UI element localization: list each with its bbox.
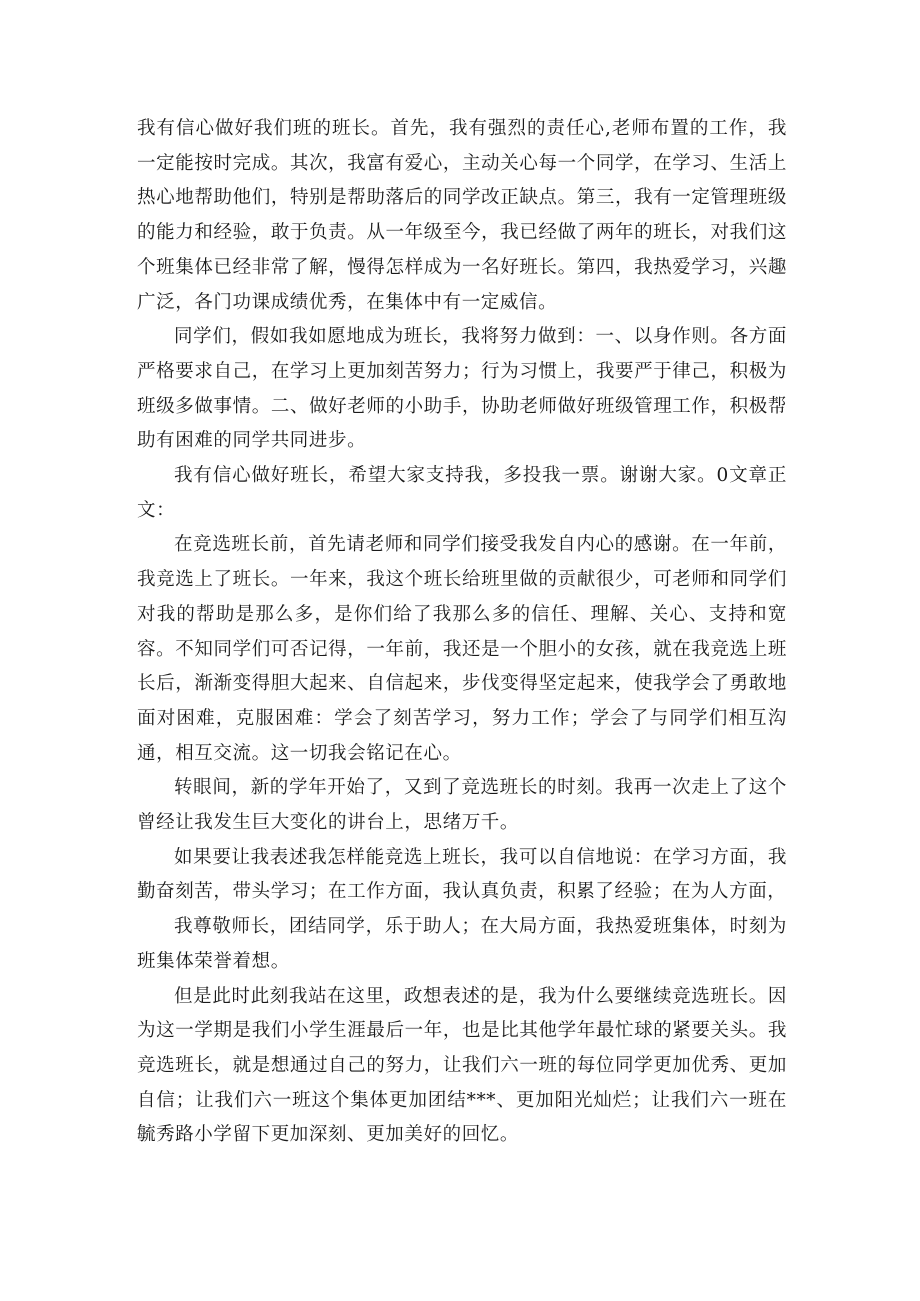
paragraph-4: 在竞选班长前，首先请老师和同学们接受我发自内心的感谢。在一年前，我竞选上了班长。一年来，我这个班长给班里做的贡献很少，可老师和同学们对我的帮助是那么多，是你们给了我那么多的信任、理解、关心、支持和宽容。不知同学们可否记得，一年前，我还是一个胆小的女孩，就在我竞选上班长后，渐渐变得胆大起来、自信起来，步伐变得坚定起来，使我学会了勇敢地面对困难，克服困难：学会了刻苦学习，努力工作；学会了与同学们相互沟通，相互交流。这一切我会铭记在心。 [137,534,787,764]
document-body [137,112,787,1153]
paragraph-2: 同学们，假如我如愿地成为班长，我将努力做到：一、以身作则。各方面严格要求自己，在学习上更加刻苦努力；行为习惯上，我要严于律己，积极为班级多做事情。二、做好老师的小助手，协助老师做好班级管理工作，积极帮助有困难的同学共同进步。 [137,326,787,452]
paragraph-1: 我有信心做好我们班的班长。首先，我有强烈的责任心,老师布置的工作，我一定能按时完成。其次，我富有爱心，主动关心每一个同学，在学习、生活上热心地帮助他们，特别是帮助落后的同学改正缺点。第三，我有一定管理班级的能力和经验，敢于负责。从一年级至今，我已经做了两年的班长，对我们这个班集体已经非常了解，慢得怎样成为一名好班长。第四，我热爱学习，兴趣广泛，各门功课成绩优秀，在集体中有一定威信。 [137,118,787,313]
paragraph-8: 但是此时此刻我站在这里，政想表述的是，我为什么要继续竞选班长。因为这一学期是我们小学生涯最后一年，也是比其他学年最忙球的紧要关头。我竞选班长，就是想通过自己的努力，让我们六一班的每位同学更加优秀、更加自信；让我们六一班这个集体更加团结***、更加阳光灿烂；让我们六一班在毓秀路小学留下更加深刻、更加美好的回忆。 [137,985,787,1146]
paragraph-5: 转眼间，新的学年开始了，又到了竞选班长的时刻。我再一次走上了这个曾经让我发生巨大变化的讲台上，思绪万千。 [137,777,787,834]
paragraph-7: 我尊敬师长，团结同学，乐于助人；在大局方面，我热爱班集体，时刻为班集体荣誉着想。 [137,916,787,972]
paragraph-6: 如果要让我表述我怎样能竞选上班长，我可以自信地说：在学习方面，我勤奋刻苦，带头学习；在工作方面，我认真负责，积累了经验；在为人方面， [137,846,787,903]
paragraph-3: 我有信心做好班长，希望大家支持我，多投我一票。谢谢大家。0文章正文： [137,465,787,521]
